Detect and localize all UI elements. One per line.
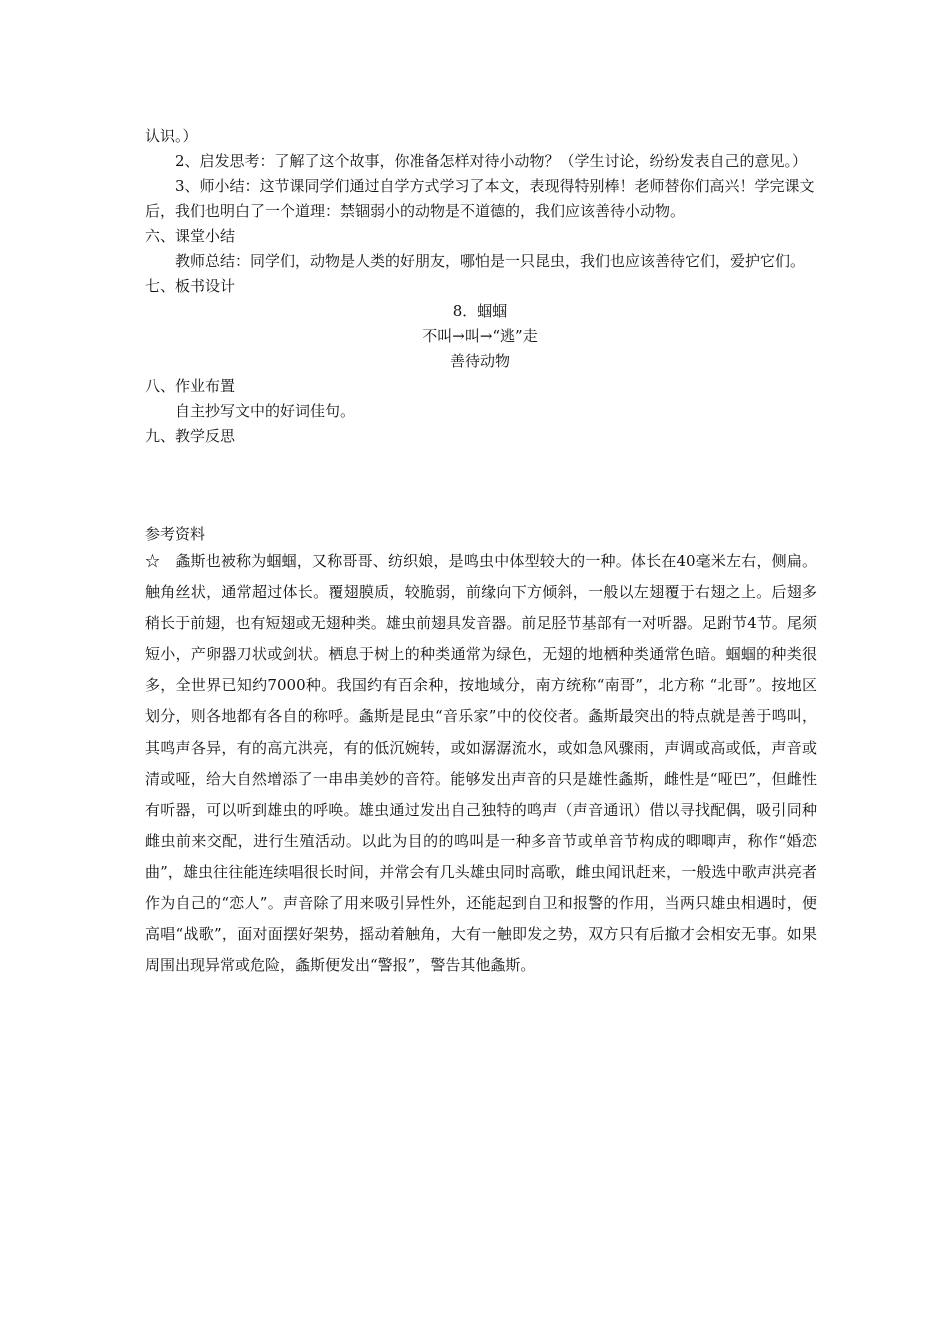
section-8-heading: 八、作业布置 — [145, 377, 236, 395]
reference-body: ☆ 螽斯也被称为蝈蝈，又称哥哥、纺织娘，是鸣虫中体型较大的一种。体长在40毫米左右，侧扁。触角丝状，通常超过体长。覆翅膜质，较脆弱，前缘向下方倾斜，一般以左翅覆于右翅之上。后翅多稍长于前翅，也有短翅或无翅种类。雄虫前翅具发音器。前足胫节基部有一对听器。足跗节4节。尾须短小，产卵器刀状或剑状。栖息于树上的种类通常为绿色，无翅的地栖种类通常色暗。蝈蝈的种类很多，全世界已知约7000种。我国约有百余种，按地域分，南方统称“南哥”，北方称 “北哥”。按地区划分，则各地都有各自的称呼。螽斯是昆虫“音乐家”中的佼佼者。螽斯最突出的特点就是善于鸣叫，其鸣声各异，有的高亢洪亮，有的低沉婉转，或如潺潺流水，或如急风骤雨，声调或高或低，声音或清或哑，给大自然增添了一串串美妙的音符。能够发出声音的只是雄性螽斯，雌性是“哑巴”，但雌性有听器，可以听到雄虫的呼唤。雄虫通过发出自己独特的鸣声（声音通讯）借以寻找配偶，吸引同种雌虫前来交配，进行生殖活动。以此为目的的鸣叫是一种多音节或单音节构成的唧唧声，称作“婚恋曲”，雄虫往往能连续唱很长时间，并常会有几头雄虫同时高歌，雌虫闻讯赶来，一般选中歌声洪亮者作为自己的“恋人”。声音除了用来吸引异性外，还能起到自卫和报警的作用，当两只雄虫相遇时，便高唱“战歌”，面对面摆好架势，摇动着触角，大有一触即发之势，双方只有后撤才会相安无事。如果周围出现异常或危险，螽斯便发出“警报”，警告其他螽斯。 — [145, 552, 817, 975]
lesson-plan-section — [145, 124, 815, 449]
section-9-heading: 九、教学反思 — [145, 427, 236, 445]
section-6-body: 教师总结：同学们，动物是人类的好朋友，哪怕是一只昆虫，我们也应该善待它们，爱护它们。 — [175, 252, 806, 270]
step-3-paragraph: 3、师小结：这节课同学们通过自学方式学习了本文，表现得特别棒！老师替你们高兴！学完课文后，我们也明白了一个道理：禁锢弱小的动物是不道德的，我们应该善待小动物。 — [145, 177, 815, 220]
section-8-body: 自主抄写文中的好词佳句。 — [175, 402, 356, 420]
board-line-2: 不叫→叫→“逃”走 — [422, 327, 538, 345]
step-2-paragraph: 2、启发思考：了解了这个故事，你准备怎样对待小动物？（学生讨论，纷纷发表自己的意见。） — [175, 152, 808, 170]
section-6-heading: 六、课堂小结 — [145, 227, 236, 245]
continuation-text: 认识。） — [145, 127, 198, 145]
board-line-3: 善待动物 — [449, 352, 510, 370]
board-title: 8．蝈蝈 — [452, 302, 508, 320]
section-7-heading: 七、板书设计 — [145, 277, 236, 295]
reference-title: 参考资料 — [145, 525, 206, 543]
